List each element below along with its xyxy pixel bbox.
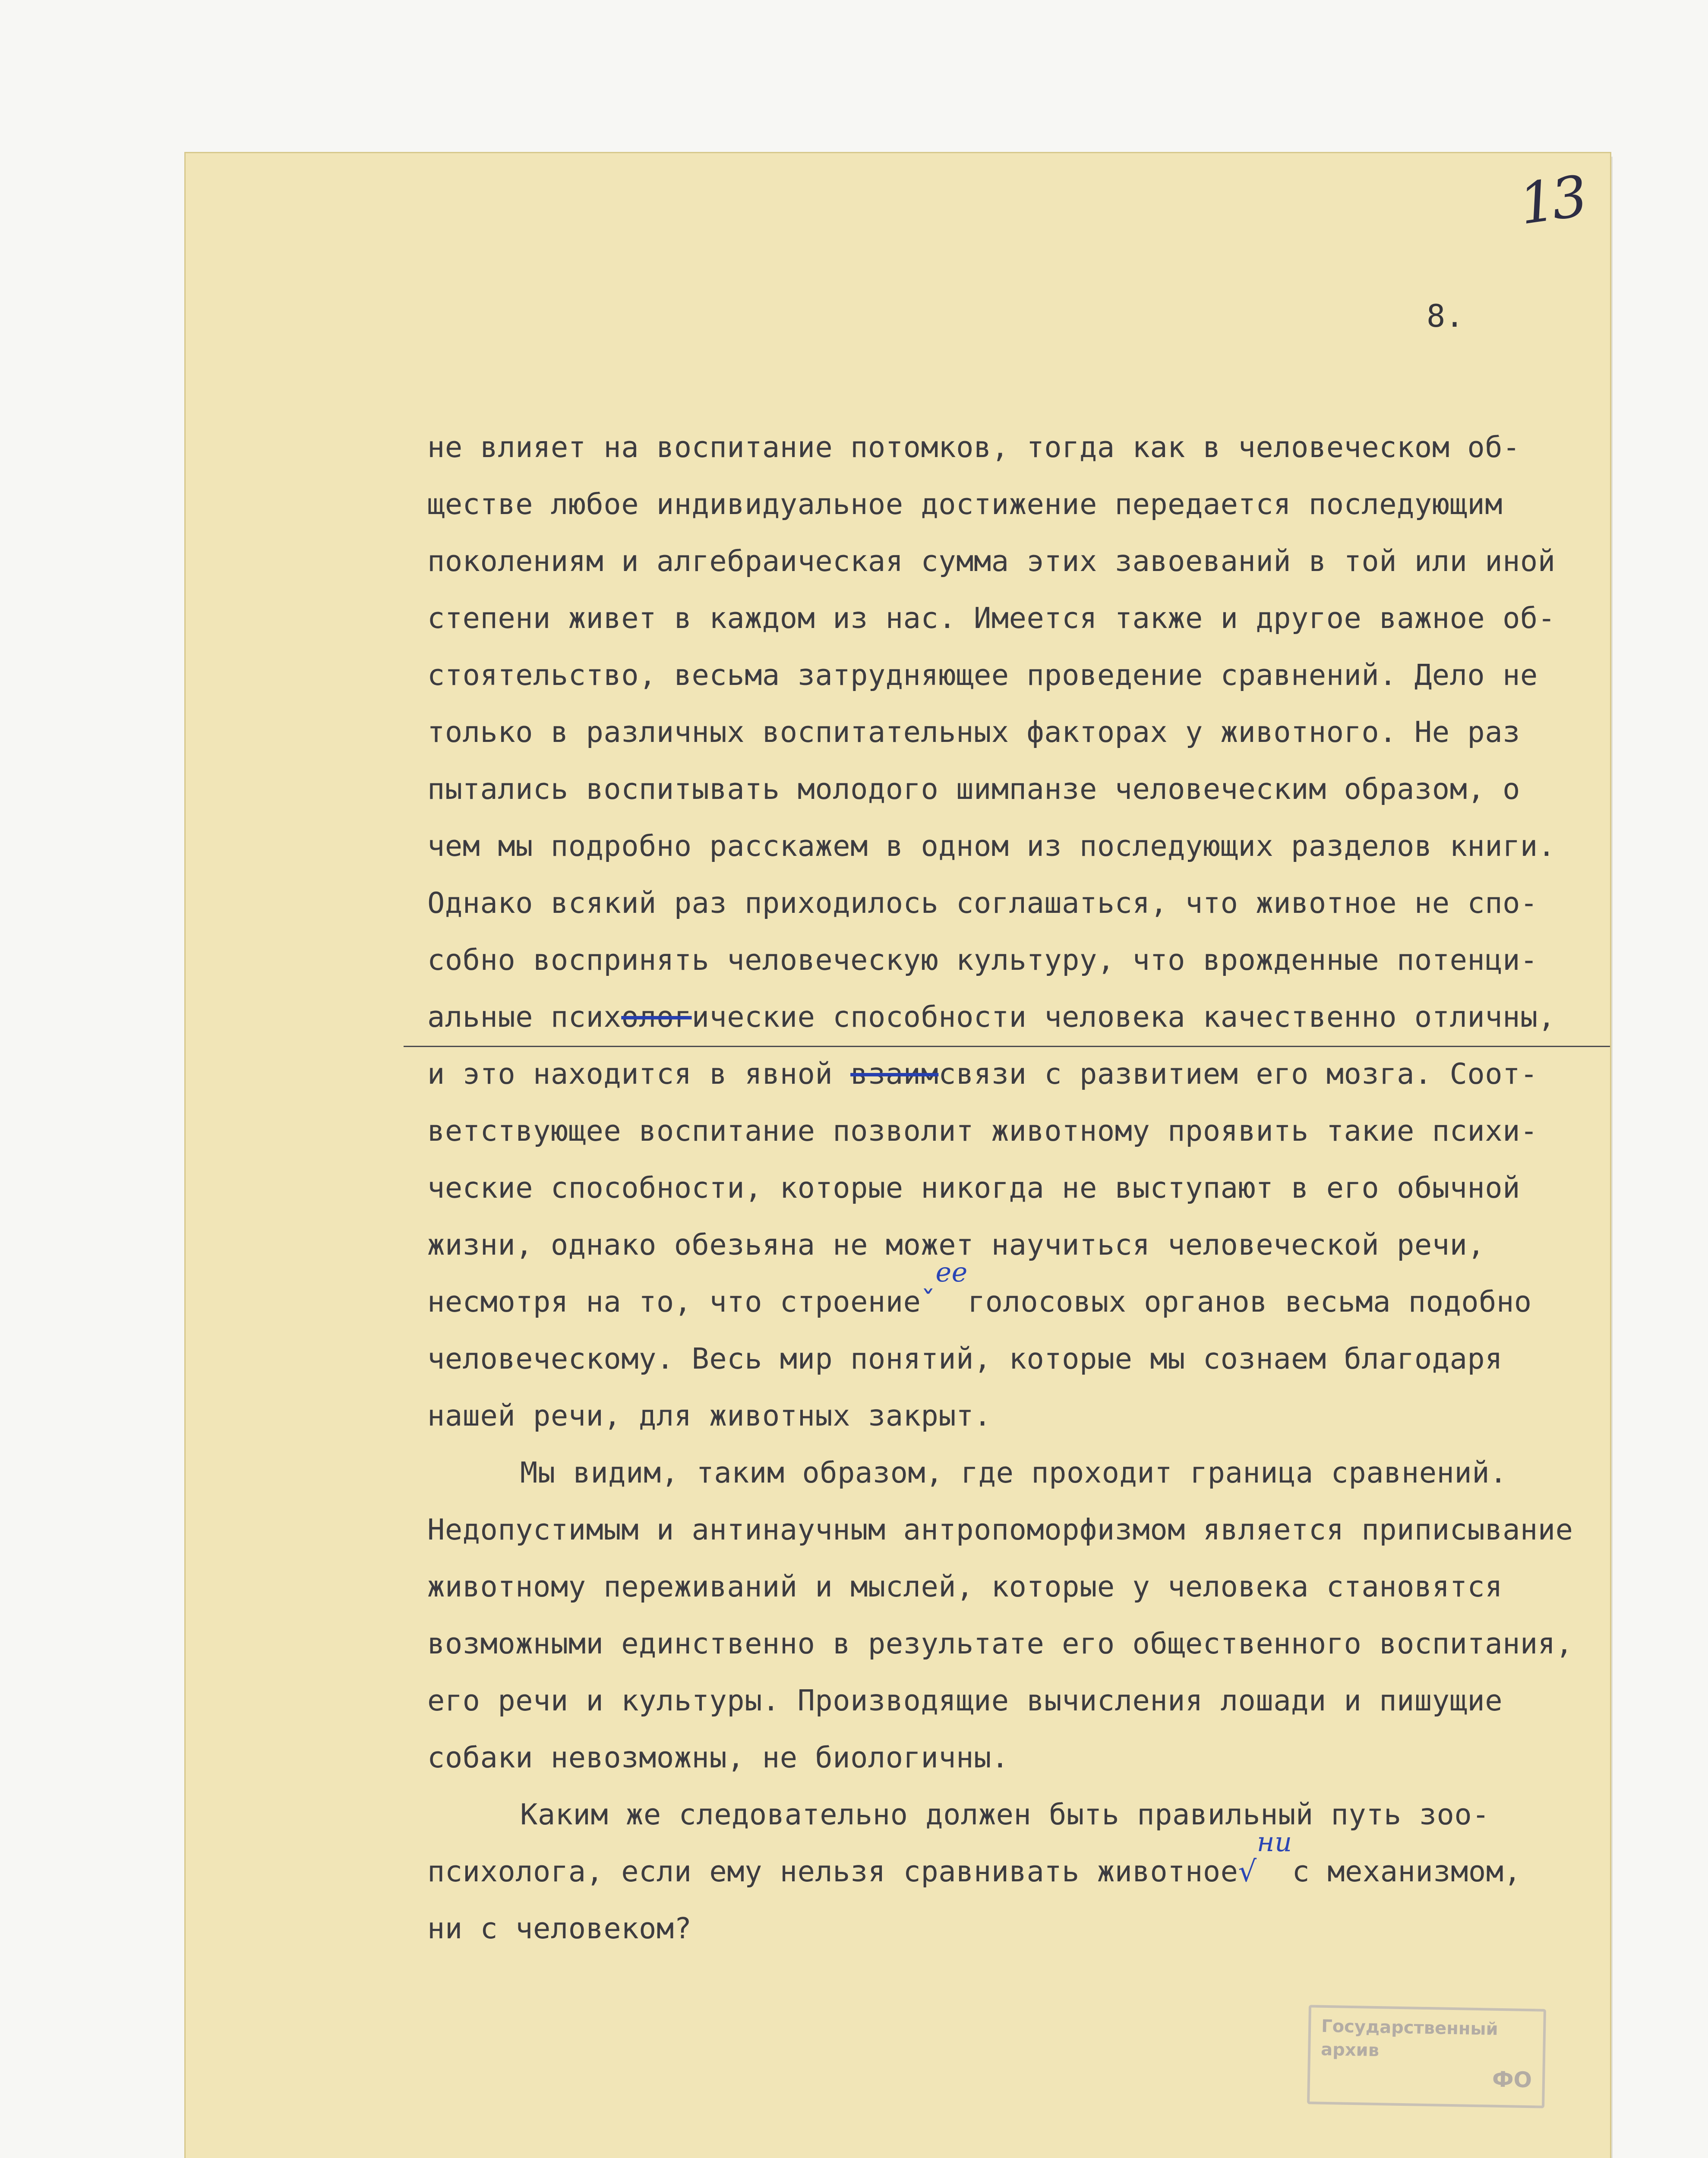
document-body	[427, 419, 1597, 1957]
handwritten-insertion: ни	[1257, 1826, 1292, 1858]
archive-sheet-number: 13	[1515, 163, 1588, 237]
text-segment: психолога, если ему нельзя сравнивать животное	[427, 1855, 1238, 1888]
text-line: поколениям и алгебраическая сумма этих завоеваний в той или иной	[427, 544, 1556, 578]
archive-stamp	[1307, 2005, 1546, 2108]
stamp-text: архив	[1320, 2039, 1380, 2061]
text-line: не влияет на воспитание потомков, тогда как в человеческом об-	[427, 430, 1520, 464]
text-line: Недопустимым и антинаучным антропоморфизмом является приписывание	[427, 1513, 1573, 1546]
text-line: его речи и культуры. Производящие вычисления лошади и пишущие	[427, 1684, 1503, 1717]
text-segment: несмотря на то, что строение	[427, 1285, 921, 1319]
text-line: ческие способности, которые никогда не выступают в его обычной	[427, 1171, 1520, 1205]
text-line: ществе любое индивидуальное достижение передается последующим	[427, 487, 1503, 521]
text-line: ни с человеком?	[427, 1912, 692, 1945]
text-line-with-correction	[427, 1045, 1597, 1102]
page-number: 8.	[1427, 298, 1464, 334]
text-line-with-insertion	[427, 1256, 1597, 1330]
caret-mark: √	[1238, 1855, 1257, 1888]
text-line: степени живет в каждом из нас. Имеется также и другое важное об-	[427, 601, 1556, 635]
struck-out-text: олог	[621, 1000, 692, 1034]
stamp-text: Государственный	[1321, 2016, 1499, 2039]
text-segment: ические способности человека качественно отличны,	[691, 1000, 1556, 1034]
text-line: стоятельство, весьма затрудняющее проведение сравнений. Дело не	[427, 658, 1538, 692]
paragraph-1	[427, 419, 1597, 1444]
text-line-with-insertion	[427, 1826, 1597, 1900]
paragraph-2	[427, 1444, 1597, 1786]
struck-out-text: взаим	[850, 1057, 939, 1091]
text-line: ветствующее воспитание позволит животному проявить такие психи-	[427, 1114, 1538, 1148]
text-line: собаки невозможны, не биологичны.	[427, 1741, 1009, 1774]
text-segment: альные псих	[427, 1000, 622, 1034]
text-segment: с механизмом,	[1292, 1855, 1522, 1888]
text-segment: голосовых органов весьма подобно	[967, 1285, 1532, 1319]
text-line: только в различных воспитательных факторах у животного. Не раз	[427, 715, 1520, 749]
caret-mark: ˇ	[921, 1285, 936, 1319]
text-line-with-correction	[427, 988, 1597, 1045]
text-line: собно воспринять человеческую культуру, что врожденные потенци-	[427, 943, 1538, 977]
text-line: пытались воспитывать молодого шимпанзе человеческим образом, о	[427, 772, 1520, 806]
handwritten-insertion: ее	[935, 1256, 968, 1288]
text-line: возможными единственно в результате его общественного воспитания,	[427, 1627, 1573, 1660]
paragraph-3	[427, 1786, 1597, 1957]
stamp-text: ФО	[1492, 2067, 1532, 2093]
text-line: животному переживаний и мыслей, которые у человека становятся	[427, 1570, 1503, 1603]
text-segment: и это находится в явной	[427, 1057, 851, 1091]
text-line: Однако всякий раз приходилось соглашаться, что животное не спо-	[427, 886, 1538, 920]
text-line: жизни, однако обезьяна не может научиться человеческой речи,	[427, 1228, 1485, 1262]
text-line: человеческому. Весь мир понятий, которые мы сознаем благодаря	[427, 1342, 1503, 1376]
text-line: Каким же следовательно должен быть правильный путь зоо-	[520, 1798, 1490, 1831]
text-line: чем мы подробно расскажем в одном из последующих разделов книги.	[427, 829, 1556, 863]
text-line: Мы видим, таким образом, где проходит граница сравнений.	[520, 1456, 1507, 1489]
text-segment: связи с развитием его мозга. Соот-	[938, 1057, 1538, 1091]
text-line: нашей речи, для животных закрыт.	[427, 1399, 991, 1432]
